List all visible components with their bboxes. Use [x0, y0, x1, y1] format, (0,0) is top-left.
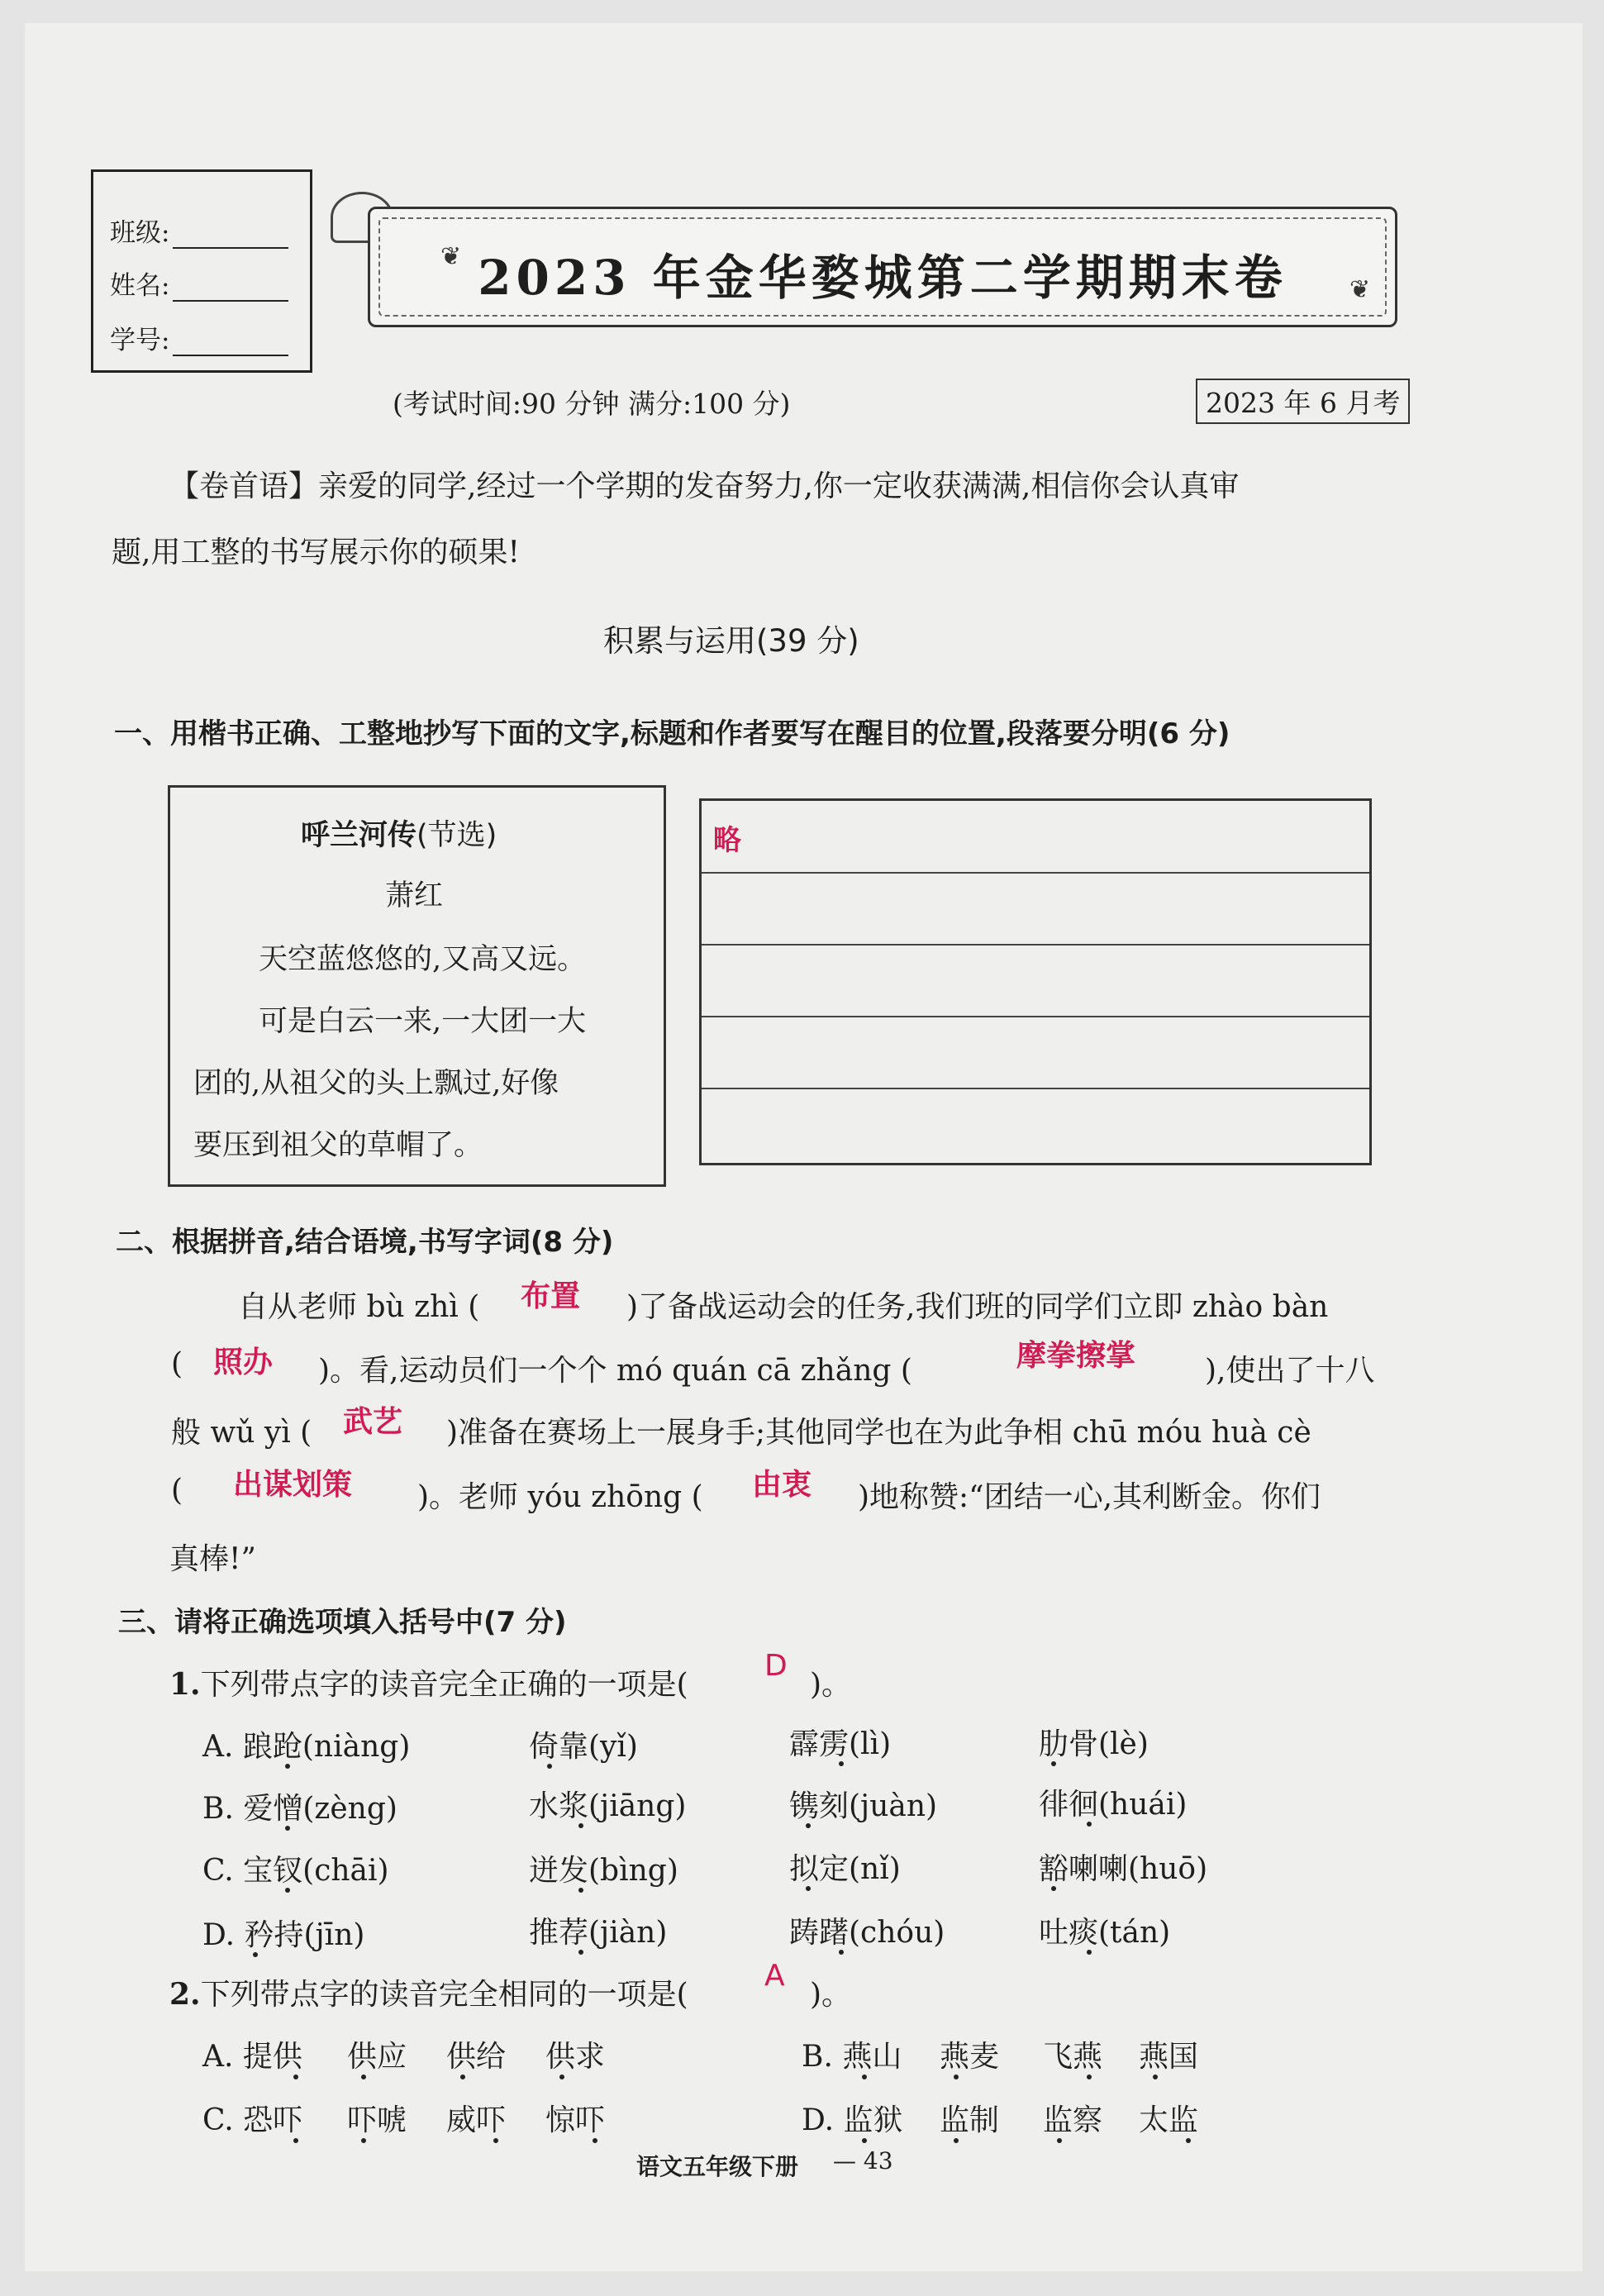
option-a-3: 霹雳(lì)	[789, 1727, 892, 1761]
source-line: 可是白云一来,一大团一大	[259, 1005, 587, 1038]
source-title-text: 呼兰河传	[301, 819, 417, 852]
student-id-label: 学号:	[110, 326, 170, 355]
option-d-word-2: 监制	[940, 2103, 1000, 2137]
emphasis-dot	[460, 2074, 465, 2079]
q2-line-2c: ),使出了十八	[1205, 1354, 1375, 1388]
q2-line-2b: )。看,运动员们一个个 mó quán cā zhǎng (	[318, 1354, 912, 1388]
name-blank	[173, 277, 288, 302]
exam-date: 2023 年 6 月考	[1196, 379, 1410, 424]
emphasis-dot	[547, 1764, 552, 1769]
q3-heading: 三、请将正确选项填入括号中(7 分)	[118, 1606, 567, 1639]
emphasis-dot	[578, 1950, 583, 1955]
option-c-1: C. 宝钗(chāi)	[202, 1854, 389, 1888]
source-line: 要压到祖父的草帽了。	[193, 1129, 483, 1162]
grid-line	[702, 944, 1369, 946]
option-b-word-2: 燕麦	[940, 2040, 1000, 2074]
source-title	[301, 812, 497, 854]
option-c-word-3: 威吓	[446, 2103, 507, 2137]
emphasis-dot	[285, 1826, 290, 1831]
option-b-word-1: B. 燕山	[802, 2040, 902, 2074]
emphasis-dot	[862, 2138, 867, 2143]
option-b-1: B. 爱憎(zèng)	[202, 1792, 397, 1826]
answer-buzhi: 布置	[521, 1279, 581, 1313]
emphasis-dot	[578, 1823, 583, 1828]
emphasis-dot	[839, 1761, 844, 1766]
emphasis-dot	[559, 2074, 564, 2079]
emphasis-dot	[593, 2138, 597, 2143]
butterfly-icon: ❦	[1349, 275, 1371, 304]
option-a-word-1: A. 提供	[202, 2040, 302, 2074]
exam-title: 2023 年金华婺城第二学期期末卷	[478, 250, 1287, 306]
option-a-word-4: 供求	[545, 2040, 606, 2074]
emphasis-dot	[361, 2138, 366, 2143]
q3-sub2-answer: A	[764, 1959, 785, 1993]
q2-line-1a: 自从老师 bù zhì (	[238, 1290, 480, 1324]
option-a-2: 倚靠(yǐ)	[529, 1730, 638, 1764]
q3-sub1-stem-a: 下列带点字的读音完全正确的一项是(	[200, 1668, 688, 1702]
q2-line-5: 真棒!”	[169, 1542, 256, 1576]
option-a-4: 肋骨(lè)	[1039, 1727, 1149, 1761]
emphasis-dot	[954, 2138, 959, 2143]
title-banner	[368, 207, 1397, 327]
option-a-word-3: 供给	[446, 2040, 507, 2074]
emphasis-dot	[1057, 2138, 1062, 2143]
option-c-2: 迸发(bìng)	[529, 1854, 678, 1888]
option-c-word-4: 惊吓	[545, 2103, 606, 2137]
emphasis-dot	[862, 2074, 867, 2079]
q2-line-1b: )了备战运动会的任务,我们班的同学们立即 zhào bàn	[626, 1290, 1329, 1324]
section-header: 积累与运用(39 分)	[603, 623, 859, 659]
q3-sub2-stem-a: 下列带点字的读音完全相同的一项是(	[200, 1978, 688, 2012]
option-b-2: 水浆(jiāng)	[529, 1789, 687, 1823]
emphasis-dot	[285, 1888, 290, 1893]
option-b-word-3: 飞燕	[1043, 2040, 1103, 2074]
answer-zhaoban: 照办	[213, 1346, 274, 1379]
emphasis-dot	[361, 2074, 366, 2079]
preface-line-1: 【卷首语】亲爱的同学,经过一个学期的发奋努力,你一定收获满满,相信你会认真审	[169, 469, 1240, 503]
source-text-box	[168, 785, 666, 1187]
class-blank	[173, 224, 288, 249]
option-b-3: 镌刻(juàn)	[789, 1789, 938, 1823]
option-b-4: 徘徊(huái)	[1039, 1788, 1188, 1822]
q3-sub1-stem-b: )。	[810, 1668, 852, 1702]
emphasis-dot	[806, 1823, 811, 1828]
student-id-field	[110, 319, 288, 356]
class-field	[110, 212, 288, 249]
option-c-word-1: C. 恐吓	[202, 2103, 303, 2137]
grid-line	[702, 1016, 1369, 1017]
q3-sub1-answer: D	[764, 1649, 788, 1683]
answer-youzhong: 由衷	[752, 1468, 812, 1502]
source-author: 萧红	[385, 879, 444, 912]
emphasis-dot	[493, 2138, 498, 2143]
option-d-4: 吐痰(tán)	[1039, 1916, 1171, 1950]
option-d-2: 推荐(jiàn)	[529, 1916, 668, 1950]
q3-sub1-stem	[169, 1661, 688, 1703]
copy-writing-grid[interactable]	[699, 798, 1372, 1165]
source-line: 天空蓝悠悠的,又高又远。	[259, 943, 587, 976]
q2-line-4c: )地称赞:“团结一心,其利断金。你们	[858, 1480, 1321, 1514]
option-a-word-2: 供应	[347, 2040, 407, 2074]
answer-wuyi: 武艺	[343, 1405, 403, 1439]
q2-line-3a: 般 wǔ yì (	[171, 1416, 312, 1450]
emphasis-dot	[578, 1888, 583, 1893]
emphasis-dot	[285, 1764, 290, 1769]
student-info-box	[91, 169, 312, 373]
q3-sub2-number: 2.	[169, 1977, 201, 2012]
name-field	[110, 264, 288, 302]
option-c-3: 拟定(nǐ)	[789, 1852, 901, 1886]
answer-moquancazhang: 摩拳擦掌	[1016, 1339, 1136, 1373]
class-label: 班级:	[110, 218, 170, 248]
butterfly-icon: ❦	[440, 242, 462, 271]
q1-heading: 一、用楷书正确、工整地抄写下面的文字,标题和作者要写在醒目的位置,段落要分明(6 分)	[114, 717, 1230, 750]
source-note: (节选)	[416, 819, 497, 852]
option-c-4: 豁喇喇(huō)	[1039, 1852, 1208, 1886]
option-d-word-1: D. 监狱	[802, 2103, 903, 2137]
emphasis-dot	[1051, 1761, 1056, 1766]
option-c-word-2: 吓唬	[347, 2103, 407, 2137]
q3-sub1-number: 1.	[169, 1667, 201, 1702]
answer-choumouhuace: 出谋划策	[233, 1468, 353, 1502]
preface-line-2: 题,用工整的书写展示你的硕果!	[112, 536, 520, 569]
q2-line-4b: )。老师 yóu zhōng (	[417, 1480, 703, 1514]
q2-heading: 二、根据拼音,结合语境,书写字词(8 分)	[116, 1226, 614, 1259]
emphasis-dot	[253, 1952, 258, 1957]
option-d-3: 踌躇(chóu)	[789, 1916, 945, 1950]
q1-answer: 略	[713, 824, 741, 857]
option-a-1: A. 踉跄(niàng)	[202, 1730, 411, 1764]
emphasis-dot	[839, 1950, 844, 1955]
grid-line	[702, 1088, 1369, 1089]
emphasis-dot	[806, 1886, 811, 1891]
emphasis-dot	[1186, 2138, 1191, 2143]
grid-line	[702, 872, 1369, 874]
footer-subject: 语文五年级下册	[636, 2153, 799, 2180]
emphasis-dot	[1087, 2074, 1092, 2079]
option-d-word-3: 监察	[1043, 2103, 1103, 2137]
student-id-blank	[173, 331, 288, 356]
option-d-word-4: 太监	[1139, 2103, 1199, 2137]
name-label: 姓名:	[110, 271, 170, 301]
q3-sub2-stem	[169, 1971, 688, 2013]
emphasis-dot	[1087, 1822, 1092, 1827]
option-b-word-4: 燕国	[1139, 2040, 1199, 2074]
emphasis-dot	[1051, 1886, 1056, 1891]
emphasis-dot	[293, 2074, 298, 2079]
emphasis-dot	[293, 2138, 298, 2143]
q3-sub2-stem-b: )。	[810, 1978, 852, 2012]
emphasis-dot	[1087, 1950, 1092, 1955]
q2-line-3b: )准备在赛场上一展身手;其他同学也在为此争相 chū móu huà cè	[446, 1416, 1311, 1450]
q2-line-4a: (	[171, 1474, 183, 1508]
emphasis-dot	[954, 2074, 959, 2079]
exam-time-score: (考试时间:90 分钟 满分:100 分)	[393, 388, 791, 420]
source-line: 团的,从祖父的头上飘过,好像	[193, 1067, 559, 1100]
emphasis-dot	[1153, 2074, 1158, 2079]
option-d-1: D. 矜持(jīn)	[202, 1918, 365, 1952]
q2-line-2a: (	[171, 1347, 183, 1381]
page-number: — 43	[833, 2147, 893, 2175]
